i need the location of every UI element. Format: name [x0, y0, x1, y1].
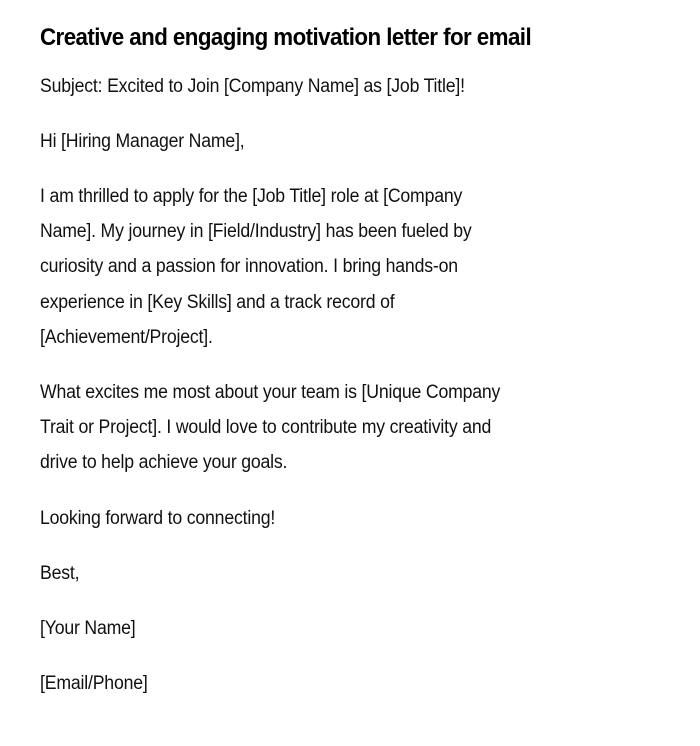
paragraph-line: Trait or Project]. I would love to contribute my creativity and: [40, 417, 492, 439]
document-title: Creative and engaging motivation letter for email: [40, 24, 532, 51]
sign-off: Best,: [40, 563, 80, 584]
paragraph-motivation: [40, 375, 598, 481]
paragraph-intro: [40, 179, 598, 355]
paragraph-line: [Achievement/Project].: [40, 326, 213, 348]
greeting: Hi [Hiring Manager Name],: [40, 131, 245, 152]
name-placeholder: [Your Name]: [40, 618, 136, 639]
paragraph-line: experience in [Key Skills] and a track record of: [40, 291, 395, 313]
paragraph-line: curiosity and a passion for innovation. I bring hands-on: [40, 256, 458, 278]
paragraph-line: drive to help achieve your goals.: [40, 452, 288, 474]
paragraph-line: I am thrilled to apply for the [Job Title] role at [Company: [40, 186, 463, 207]
contact-placeholder: [Email/Phone]: [40, 673, 148, 694]
paragraph-line: Name]. My journey in [Field/Industry] has been fueled by: [40, 221, 472, 243]
paragraph-line: What excites me most about your team is [Unique Company: [40, 382, 501, 403]
closing-line: Looking forward to connecting!: [40, 508, 276, 529]
subject-line: Subject: Excited to Join [Company Name] as [Job Title]!: [40, 76, 465, 97]
